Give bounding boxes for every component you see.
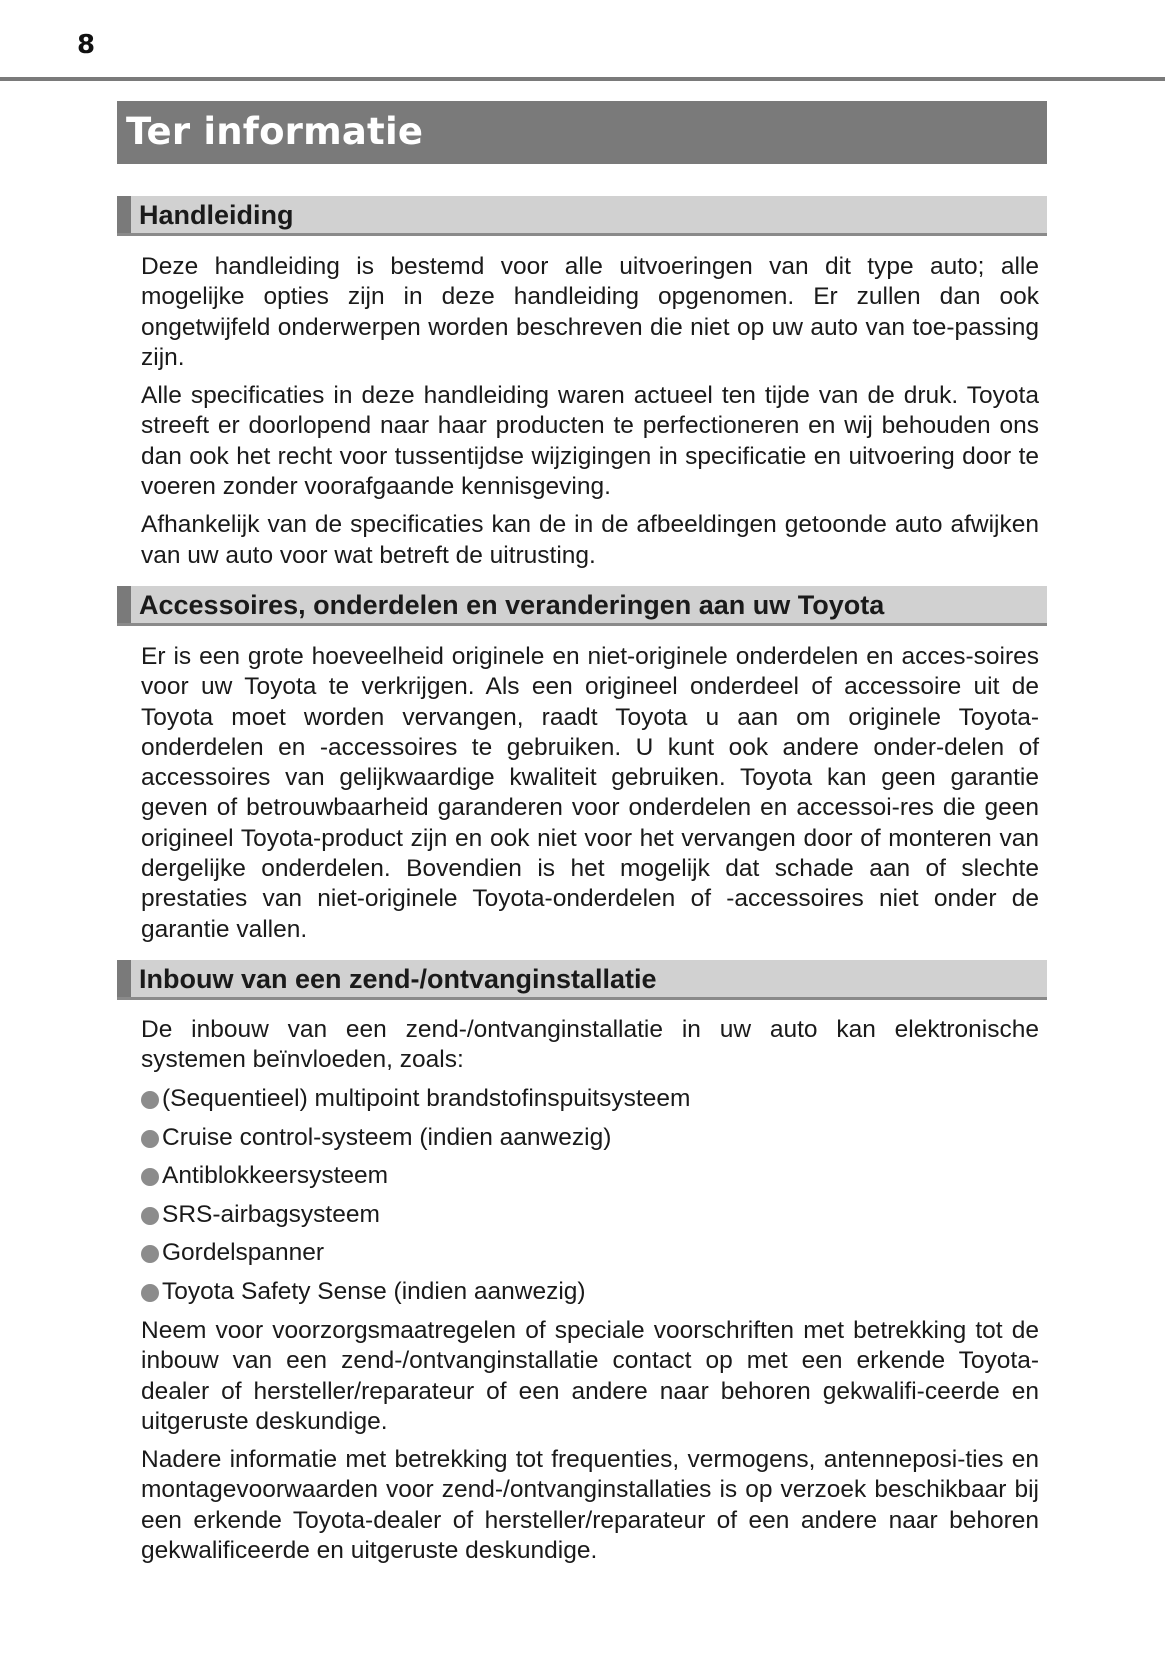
chapter-title: Ter informatie [126,110,424,153]
section-heading-text: Inbouw van een zend-/ontvanginstallatie [139,964,657,994]
list-item: Gordelspanner [141,1238,1039,1277]
section-heading-handleiding [117,196,1047,236]
section-body-handleiding [141,252,1039,579]
bullet-icon [141,1284,159,1302]
bullet-icon [141,1245,159,1263]
list-item: (Sequentieel) multipoint brandstofinspuitsysteem [141,1084,1039,1123]
list-item: Cruise control-systeem (indien aanwezig) [141,1123,1039,1162]
heading-accent-bar [117,196,131,233]
section-body-zend-ontvanginstallatie [141,1316,1039,1574]
paragraph: Nadere informatie met betrekking tot frequenties, vermogens, antenneposi-ties en montagevoorwaarden voor zend-/ontvanginstallaties is op verzoek beschikbaar bij een erkende Toyota-dealer of hersteller/reparateur of een andere naar behoren gekwalificeerde en uitgeruste deskundige. [141,1446,1039,1565]
bullet-icon [141,1168,159,1186]
header-rule [0,77,1165,81]
section-heading-accessoires [117,586,1047,626]
list-item: SRS-airbagsysteem [141,1200,1039,1239]
bullet-icon [141,1091,159,1109]
heading-accent-bar [117,586,131,623]
paragraph: Afhankelijk van de specificaties kan de in de afbeeldingen getoonde auto afwijken van uw auto voor wat betreft de uitrusting. [141,511,1039,569]
section-heading-text: Accessoires, onderdelen en veranderingen aan uw Toyota [139,590,885,620]
paragraph: Neem voor voorzorgsmaatregelen of speciale voorschriften met betrekking tot de inbouw van een zend-/ontvanginstallatie contact op met een erkende Toyota-dealer of hersteller/reparateur of een andere naar behoren gekwalifi-ceerde en uitgeruste deskundige. [141,1317,1039,1435]
section-heading-text: Handleiding [139,200,294,230]
page-number: 8 [77,30,96,60]
bullet-icon [141,1207,159,1225]
list-item: Toyota Safety Sense (indien aanwezig) [141,1277,1039,1316]
systems-list [141,1084,1039,1316]
bullet-icon [141,1130,159,1148]
paragraph: De inbouw van een zend-/ontvanginstallatie in uw auto kan elektronische systemen beïnvloeden, zoals: [141,1016,1039,1074]
section-body-accessoires [141,642,1039,953]
section-heading-zend-ontvanginstallatie [117,960,1047,1000]
chapter-title-bar [117,101,1047,164]
paragraph: Alle specificaties in deze handleiding waren actueel ten tijde van de druk. Toyota streeft er doorlopend naar haar producten te perfectioneren en wij behouden ons dan ook het recht voor tussentijdse wijzigingen in specificatie en uitvoering door te voeren zonder voorafgaande kennisgeving. [141,382,1039,501]
section-intro-zend-ontvanginstallatie [141,1015,1039,1084]
list-item: Antiblokkeersysteem [141,1161,1039,1200]
paragraph: Er is een grote hoeveelheid originele en niet-originele onderdelen en acces-soires voor uw Toyota te verkrijgen. Als een origineel onderdeel of accessoire uit de Toyota moet worden vervangen, raadt Toyota u aan om originele Toyota-onderdelen en -accessoires te gebruiken. U kunt ook andere onder-delen of accessoires van gelijkwaardige kwaliteit gebruiken. Toyota kan geen garantie geven of betrouwbaarheid garanderen voor onderdelen en accessoi-res die geen origineel Toyota-product zijn en ook niet voor het vervangen door of monteren van dergelijke onderdelen. Bovendien is het mogelijk dat schade aan of slechte prestaties van niet-originele Toyota-onderdelen of -accessoires niet onder de garantie vallen. [141,643,1039,943]
heading-accent-bar [117,960,131,997]
paragraph: Deze handleiding is bestemd voor alle uitvoeringen van dit type auto; alle mogelijke opties zijn in deze handleiding opgenomen. Er zullen dan ook ongetwijfeld onderwerpen worden beschreven die niet op uw auto van toe-passing zijn. [141,253,1039,371]
